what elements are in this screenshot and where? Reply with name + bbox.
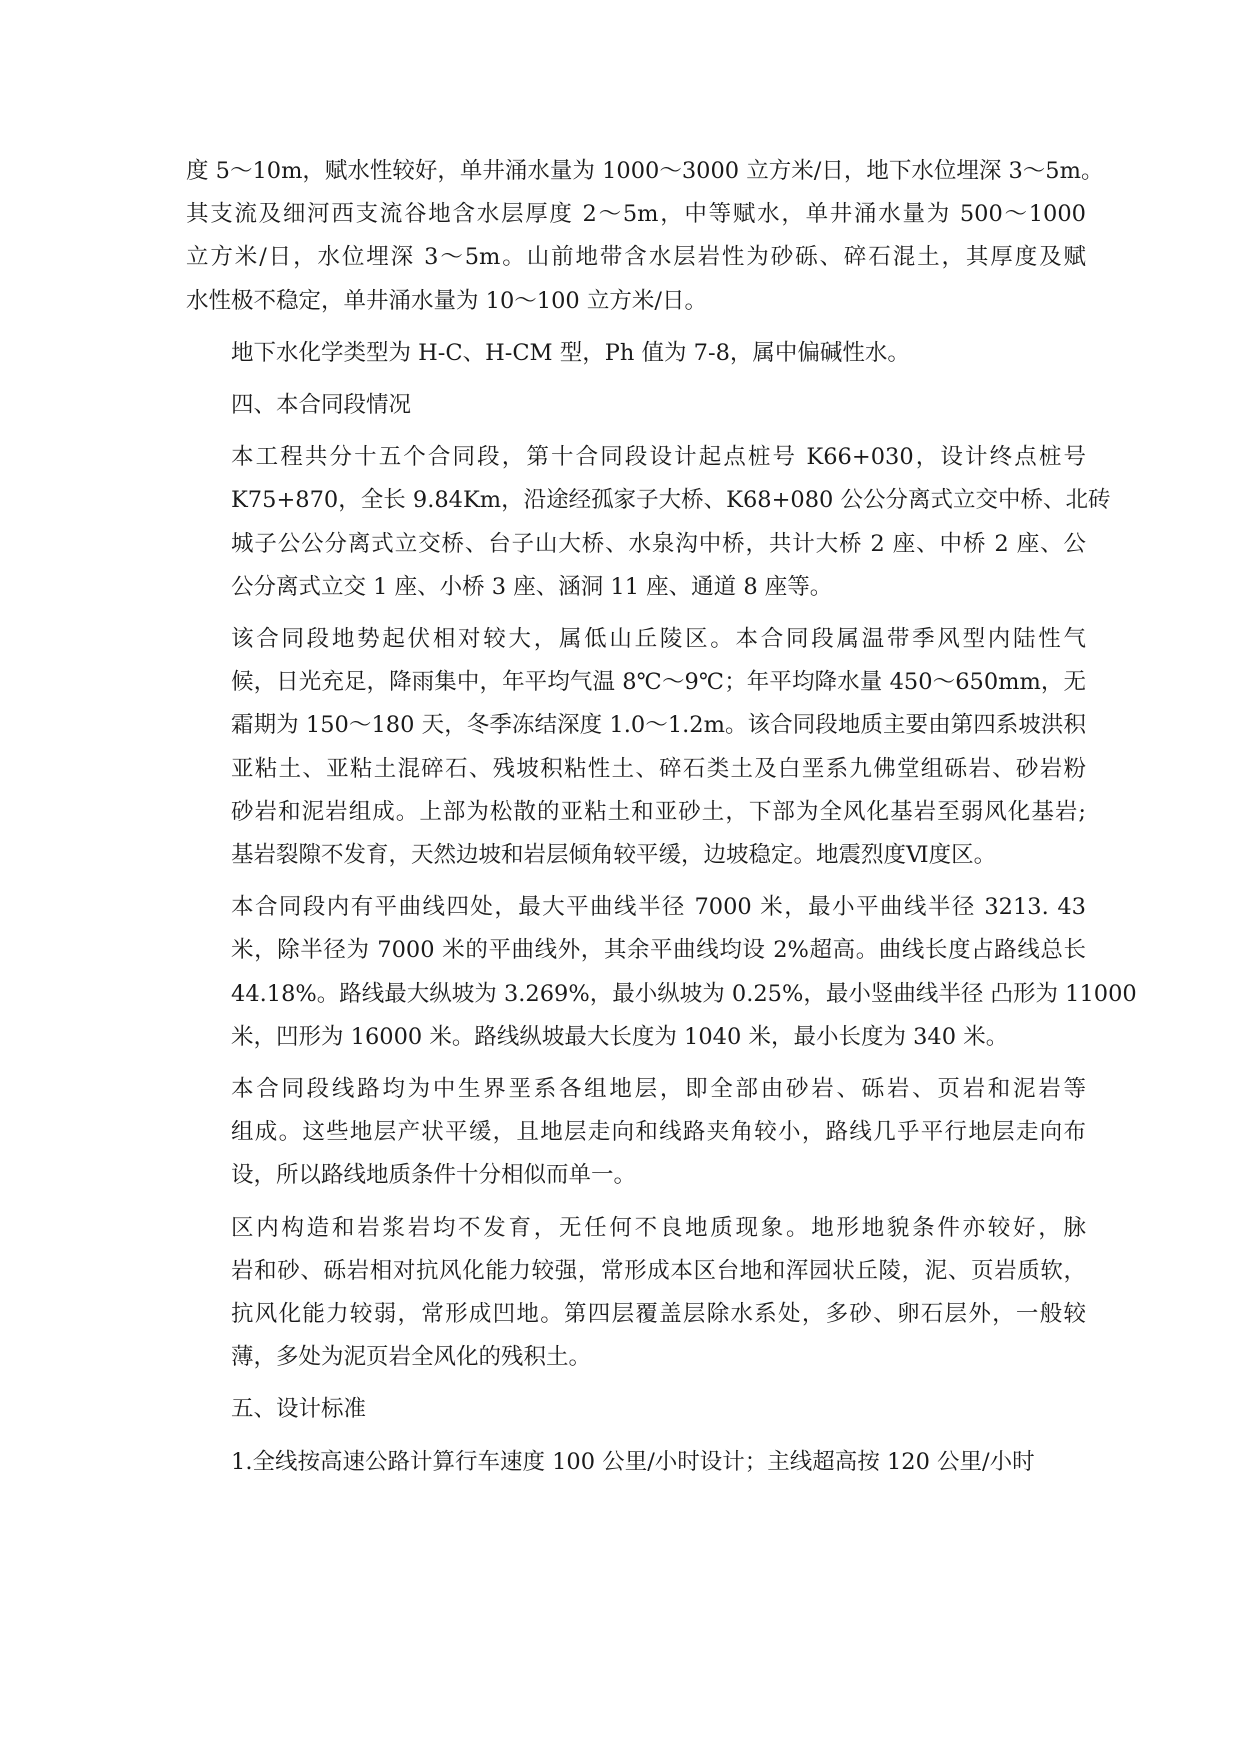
paragraph-design-speed	[186, 1441, 1086, 1484]
text-line: 44.18%。路线最大纵坡为 3.269%，最小纵坡为 0.25%，最小竖曲线半径 凸形为 11000	[231, 980, 1137, 1007]
paragraph-groundwater-chemistry	[186, 332, 1086, 375]
text-line: 米，凹形为 16000 米。路线纵坡最大长度为 1040 米，最小长度为 340 米。	[231, 1023, 1009, 1050]
text-line: 岩和砂、砾岩相对抗风化能力较强，常形成本区台地和浑园状丘陵，泥、页岩质软，	[231, 1257, 1086, 1284]
paragraph-groundwater-aquifer	[186, 150, 1104, 323]
text-line: 抗风化能力较弱，常形成凹地。第四层覆盖层除水系处，多砂、卵石层外，一般较	[231, 1301, 1086, 1328]
paragraph-project-overview	[186, 436, 1111, 609]
text-line: 组成。这些地层产状平缓，且地层走向和线路夹角较小，路线几乎平行地层走向布	[231, 1119, 1086, 1146]
text-line: 本合同段线路均为中生界垩系各组地层，即全部由砂岩、砾岩、页岩和泥岩等	[231, 1076, 1086, 1103]
text-line: 本合同段内有平曲线四处，最大平曲线半径 7000 米，最小平曲线半径 3213. 43	[231, 894, 1086, 921]
text-line: 其支流及细河西支流谷地含水层厚度 2～5m，中等赋水，单井涌水量为 500～1000	[186, 201, 1086, 228]
text-line: 五、设计标准	[231, 1396, 367, 1423]
paragraph-geology-conditions	[186, 1207, 1086, 1380]
text-line: 霜期为 150～180 天，冬季冻结深度 1.0～1.2m。该合同段地质主要由第四系坡洪积	[231, 712, 1086, 739]
text-line: 基岩裂隙不发育，天然边坡和岩层倾角较平缓，边坡稳定。地震烈度Ⅵ度区。	[231, 842, 997, 869]
text-line: 立方米/日，水位埋深 3～5m。山前地带含水层岩性为砂砾、碎石混土，其厚度及赋	[186, 244, 1086, 271]
section-heading-contract-section	[186, 384, 1086, 427]
text-line: 本工程共分十五个合同段，第十合同段设计起点桩号 K66+030，设计终点桩号	[231, 444, 1086, 471]
section-heading-design-standards	[186, 1388, 1086, 1431]
text-line: 四、本合同段情况	[231, 392, 412, 419]
text-line: 砂岩和泥岩组成。上部为松散的亚粘土和亚砂土，下部为全风化基岩至弱风化基岩;	[231, 798, 1086, 825]
text-line: 薄，多处为泥页岩全风化的残积土。	[231, 1344, 592, 1371]
paragraph-strata	[186, 1068, 1086, 1198]
text-line: 米，除半径为 7000 米的平曲线外，其余平曲线均设 2%超高。曲线长度占路线总长	[231, 937, 1086, 964]
text-line: 候，日光充足，降雨集中，年平均气温 8℃～9℃；年平均降水量 450～650mm，无	[231, 669, 1086, 696]
text-line: 该合同段地势起伏相对较大，属低山丘陵区。本合同段属温带季风型内陆性气	[231, 626, 1086, 653]
text-line: 度 5～10m，赋水性较好，单井涌水量为 1000～3000 立方米/日，地下水位埋深 3～5m。	[186, 158, 1104, 184]
text-line: 水性极不稳定，单井涌水量为 10～100 立方米/日。	[186, 287, 707, 314]
text-line: 公分离式立交 1 座、小桥 3 座、涵洞 11 座、通道 8 座等。	[231, 573, 833, 600]
document-page	[186, 150, 1137, 1493]
text-line: 设，所以路线地质条件十分相似而单一。	[231, 1162, 637, 1189]
paragraph-terrain-climate	[186, 618, 1086, 877]
text-line: 亚粘土、亚粘土混碎石、残坡积粘性土、碎石类土及白垩系九佛堂组砾岩、砂岩粉	[231, 755, 1086, 782]
text-line: 地下水化学类型为 H-C、H-CM 型，Ph 值为 7-8，属中偏碱性水。	[231, 339, 910, 366]
paragraph-curves-grades	[186, 886, 1137, 1059]
text-line: 城子公公分离式立交桥、台子山大桥、水泉沟中桥，共计大桥 2 座、中桥 2 座、公	[231, 530, 1086, 557]
text-line: K75+870，全长 9.84Km，沿途经孤家子大桥、K68+080 公公分离式立交中桥、北砖	[231, 487, 1111, 514]
text-line: 区内构造和岩浆岩均不发育，无任何不良地质现象。地形地貌条件亦较好，脉	[231, 1214, 1086, 1241]
text-line: 1.全线按高速公路计算行车速度 100 公里/小时设计；主线超高按 120 公里/小时	[231, 1448, 1035, 1475]
